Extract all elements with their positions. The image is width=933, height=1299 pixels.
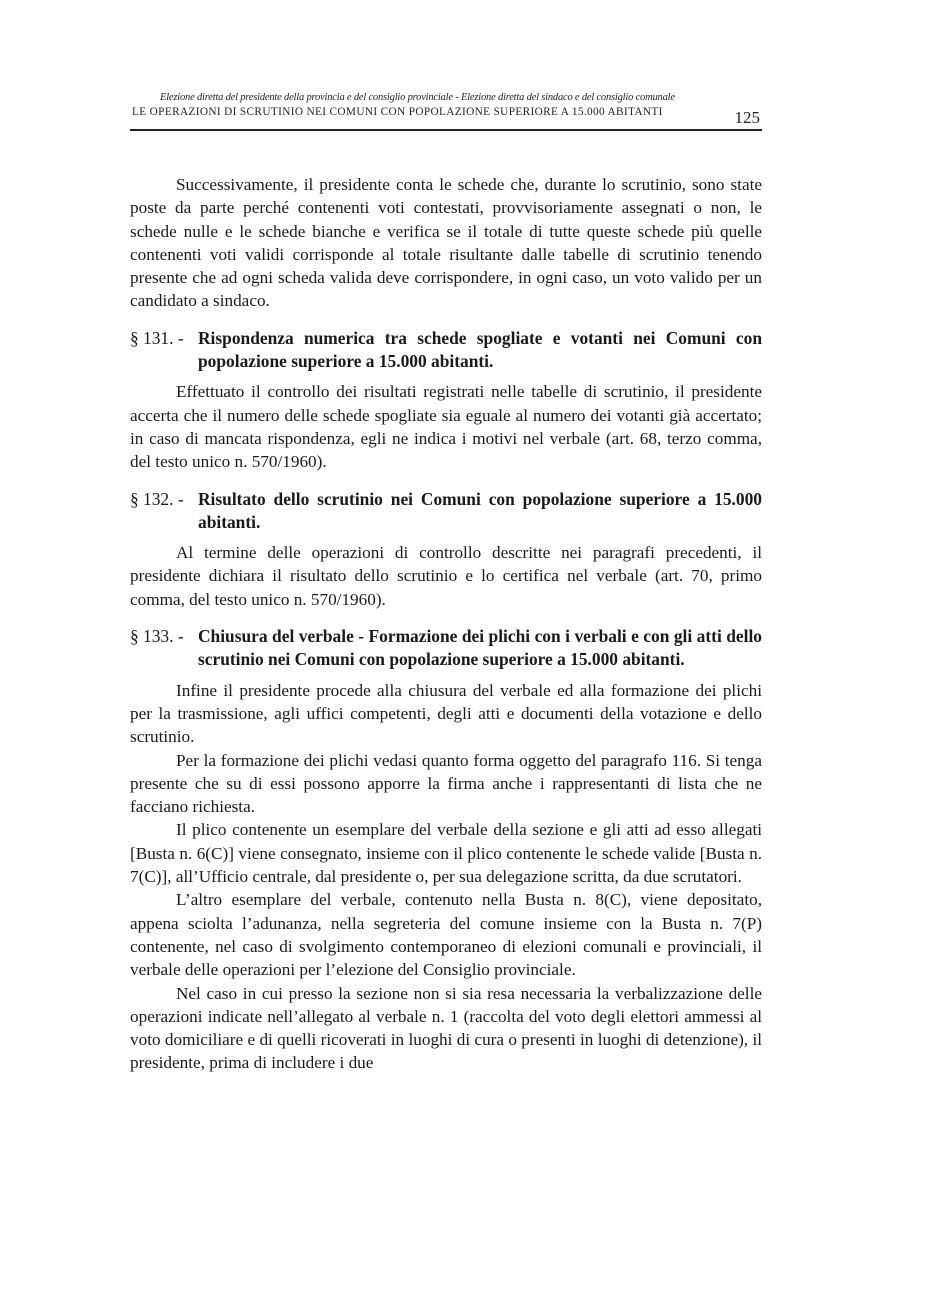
- running-head-subtitle: Elezione diretta del presidente della provincia e del consiglio provinciale - Elezione diretta del sindaco e del consiglio comunale: [160, 92, 675, 103]
- section-heading-131: [130, 327, 762, 374]
- section-title: Rispondenza numerica tra schede spogliate e votanti nei Comuni con popolazione superiore a 15.000 abitanti.: [198, 327, 762, 372]
- section-title: Chiusura del verbale - Formazione dei plichi con i verbali e con gli atti dello scrutinio nei Comuni con popolazione superiore a 15.000 abitanti.: [198, 626, 762, 670]
- section-heading-133: [130, 625, 762, 672]
- section-title: Risultato dello scrutinio nei Comuni con popolazione superiore a 15.000 abitanti.: [198, 488, 762, 532]
- section-paragraph: Per la formazione dei plichi vedasi quanto forma oggetto del paragrafo 116. Si tenga presente che su di essi possono apporre la firma anche i rappresentanti di lista che ne facciano richiesta.: [130, 750, 762, 817]
- section-paragraph: Infine il presidente procede alla chiusura del verbale ed alla formazione dei plichi per la trasmissione, agli uffici competenti, degli atti e documenti della votazione e dello scrutinio.: [130, 680, 762, 747]
- running-head-chapter-title: LE OPERAZIONI DI SCRUTINIO NEI COMUNI CON POPOLAZIONE SUPERIORE A 15.000 ABITANTI: [132, 106, 663, 118]
- section-paragraph: Il plico contenente un esemplare del verbale della sezione e gli atti ad esso allegati [Busta n. 6(C)] viene consegnato, insieme con il plico contenente le schede valide [Busta n. 7(C)], all’Ufficio centrale, dal presidente o, per sua delegazione scritta, da due scrutatori.: [130, 820, 762, 887]
- section-heading-132: [130, 488, 762, 535]
- header-rule: [130, 129, 762, 131]
- section-paragraph: Effettuato il controllo dei risultati registrati nelle tabelle di scrutinio, il presidente accerta che il numero delle schede spogliate sia eguale al numero dei votanti già accertato; in caso di mancata rispondenza, egli ne indica i motivi nel verbale (art. 68, terzo comma, del testo unico n. 570/1960).: [130, 382, 762, 472]
- section-paragraph: Al termine delle operazioni di controllo descritte nei paragrafi precedenti, il presidente dichiara il risultato dello scrutinio e lo certifica nel verbale (art. 70, primo comma, del testo unico n. 570/1960).: [130, 543, 762, 609]
- section-number: § 131. -: [130, 327, 184, 348]
- page-body: [130, 173, 762, 1075]
- intro-paragraph: Successivamente, il presidente conta le schede che, durante lo scrutinio, sono state poste da parte perché contenenti voti contestati, provvisoriamente assegnati o non, le schede nulle e le schede bianche e verifica se il totale di tutte queste schede più quelle contenenti voti validi corrisponde al totale risultante dalle tabelle di scrutinio tenendo presente che ad ogni scheda valida deve corrispondere, in ogni caso, un voto valido per un candidato a sindaco.: [130, 175, 762, 311]
- section-paragraph: L’altro esemplare del verbale, contenuto nella Busta n. 8(C), viene depositato, appena sciolta l’adunanza, nella segreteria del comune insieme con la Busta n. 7(P) contenente, nel caso di svolgimento contemporaneo di elezioni comunali e provinciali, il verbale delle operazioni per l’elezione del Consiglio provinciale.: [130, 890, 762, 980]
- section-number: § 132. -: [130, 488, 184, 509]
- page-number: 125: [734, 108, 760, 127]
- section-number: § 133. -: [130, 626, 184, 647]
- section-paragraph: Nel caso in cui presso la sezione non si sia resa necessaria la verbalizzazione delle operazioni indicate nell’allegato al verbale n. 1 (raccolta del voto degli elettori ammessi al voto domiciliare e di quelli ricoverati in luoghi di cura o presenti in luoghi di detenzione), il presidente, prima di includere i due: [130, 983, 762, 1073]
- running-head: [130, 92, 762, 130]
